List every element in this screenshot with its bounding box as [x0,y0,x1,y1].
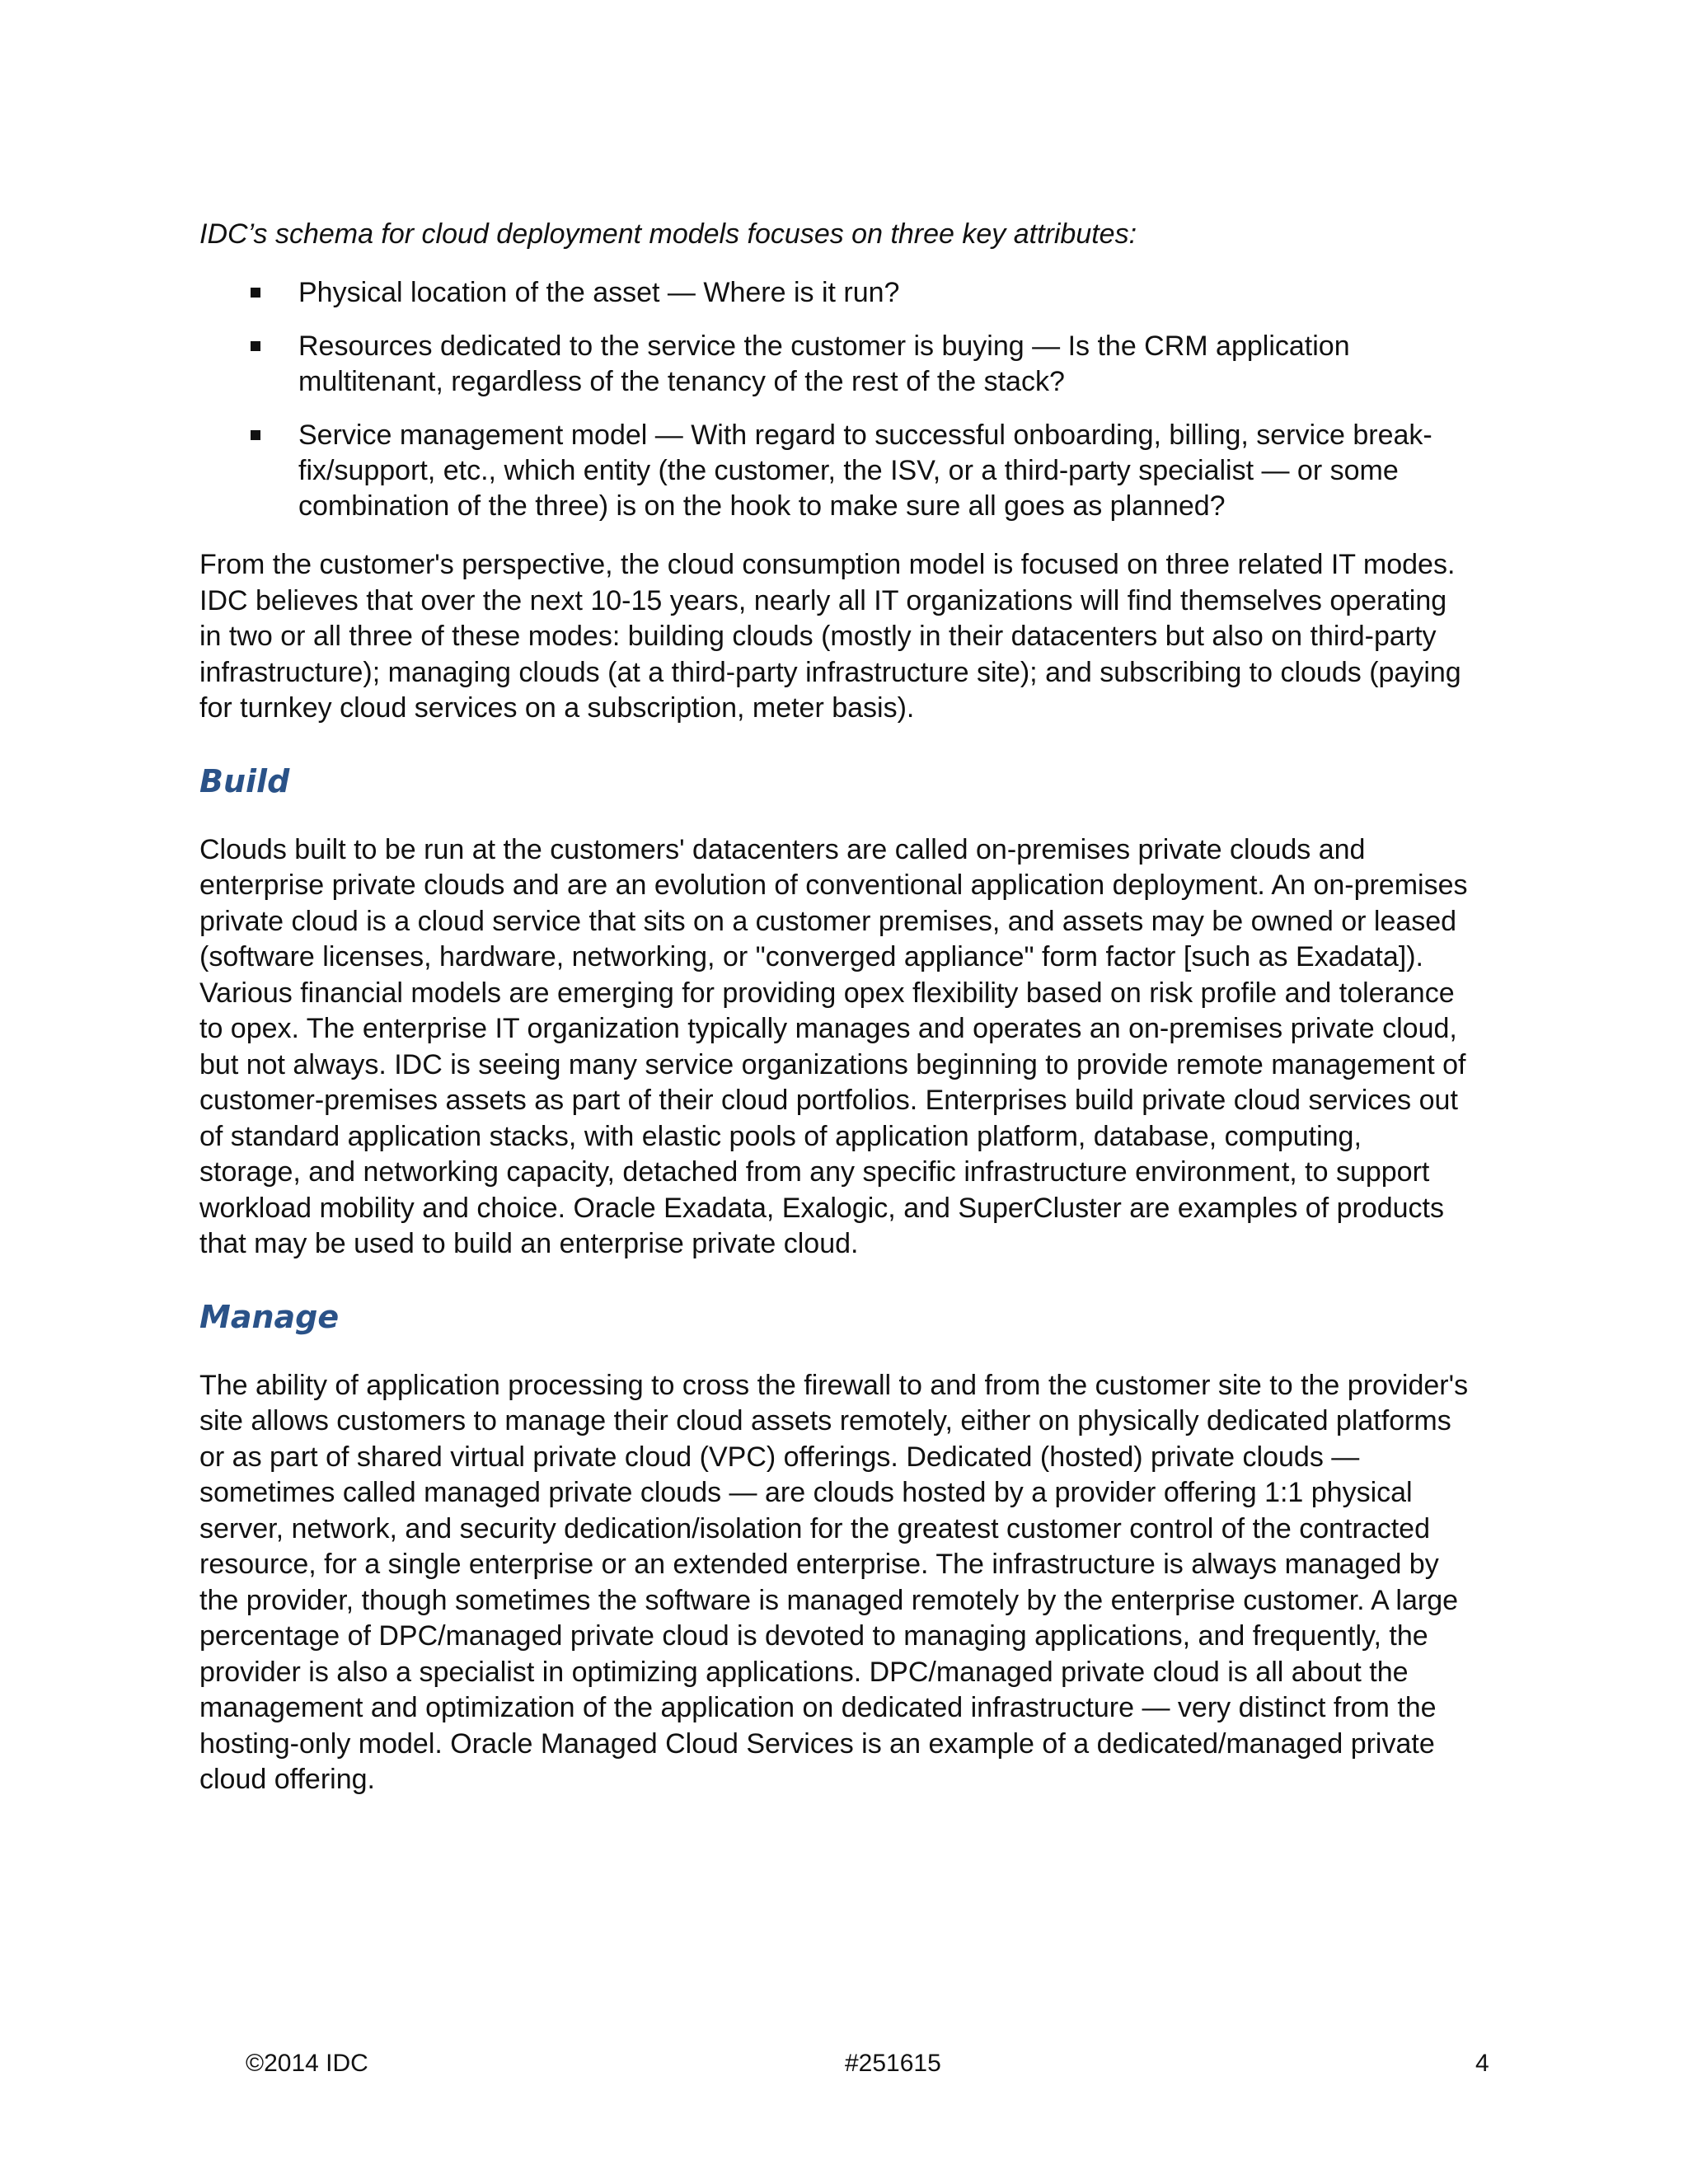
list-item-text: Service management model — With regard to successful onboarding, billing, service break-fix/support, etc., which entity (the customer, the ISV, or a third-party specialist — or some combination of the three) is on the hook to make sure all goes as planned? [298,419,1432,522]
square-bullet-icon [251,341,260,351]
intro-text: IDC’s schema for cloud deployment models focuses on three key attributes: [199,218,1137,250]
list-item-text: Physical location of the asset — Where is it run? [298,277,900,308]
footer-page-number: 4 [1475,2050,1489,2077]
list-item-text: Resources dedicated to the service the customer is buying — Is the CRM application multitenant, regardless of the tenancy of the rest of the stack? [298,330,1350,397]
build-paragraph: Clouds built to be run at the customers' datacenters are called on-premises private clouds and enterprise private clouds and are an evolution of conventional application deployment. An on-premises private cloud is a cloud service that sits on a customer premises, and assets may be owned or leased (software licenses, hardware, networking, or "converged appliance" form factor [such as Exadata]). Various financial models are emerging for providing opex flexibility based on risk profile and tolerance to opex. The enterprise IT organization typically manages and operates an on-premises private cloud, but not always. IDC is seeing many service organizations beginning to provide remote management of customer-premises assets as part of their cloud portfolios. Enterprises build private cloud services out of standard application stacks, with elastic pools of application platform, database, computing, storage, and networking capacity, detached from any specific infrastructure environment, to support workload mobility and choice. Oracle Exadata, Exalogic, and SuperCluster are examples of products that may be used to build an enterprise private cloud. [199,833,1468,1259]
build-heading: Build [199,762,290,799]
list-item [199,418,1469,524]
page-content [199,216,1469,1798]
page-footer [0,2046,1688,2082]
footer-document-number: #251615 [845,2050,941,2077]
list-item [199,329,1469,400]
square-bullet-icon [251,430,260,440]
consumption-paragraph: From the customer's perspective, the cloud consumption model is focused on three related IT modes. IDC believes that over the next 10-15 years, nearly all IT organizations will find themselves operating in two or all three of these modes: building clouds (mostly in their datacenters but also on third-party infrastructure); managing clouds (at a third-party infrastructure site); and subscribing to clouds (paying for turnkey cloud services on a subscription, meter basis). [199,549,1461,724]
list-item [199,275,1469,311]
manage-paragraph: The ability of application processing to cross the firewall to and from the customer site to the provider's site allows customers to manage their cloud assets remotely, either on physically dedicated platforms or as part of shared virtual private cloud (VPC) offerings. Dedicated (hosted) private clouds — sometimes called managed private clouds — are clouds hosted by a provider offering 1:1 physical server, network, and security dedication/isolation for the greatest customer control of the contracted resource, for a single enterprise or an extended enterprise. The infrastructure is always managed by the provider, though sometimes the software is managed remotely by the enterprise customer. A large percentage of DPC/managed private cloud is devoted to managing applications, and frequently, the provider is also a specialist in optimizing applications. DPC/managed private cloud is all about the management and optimization of the application on dedicated infrastructure — very distinct from the hosting-only model. Oracle Managed Cloud Services is an example of a dedicated/managed private cloud offering. [199,1369,1469,1795]
square-bullet-icon [251,288,260,298]
manage-heading: Manage [199,1298,340,1335]
attribute-list [199,275,1469,524]
footer-copyright: ©2014 IDC [246,2050,368,2077]
